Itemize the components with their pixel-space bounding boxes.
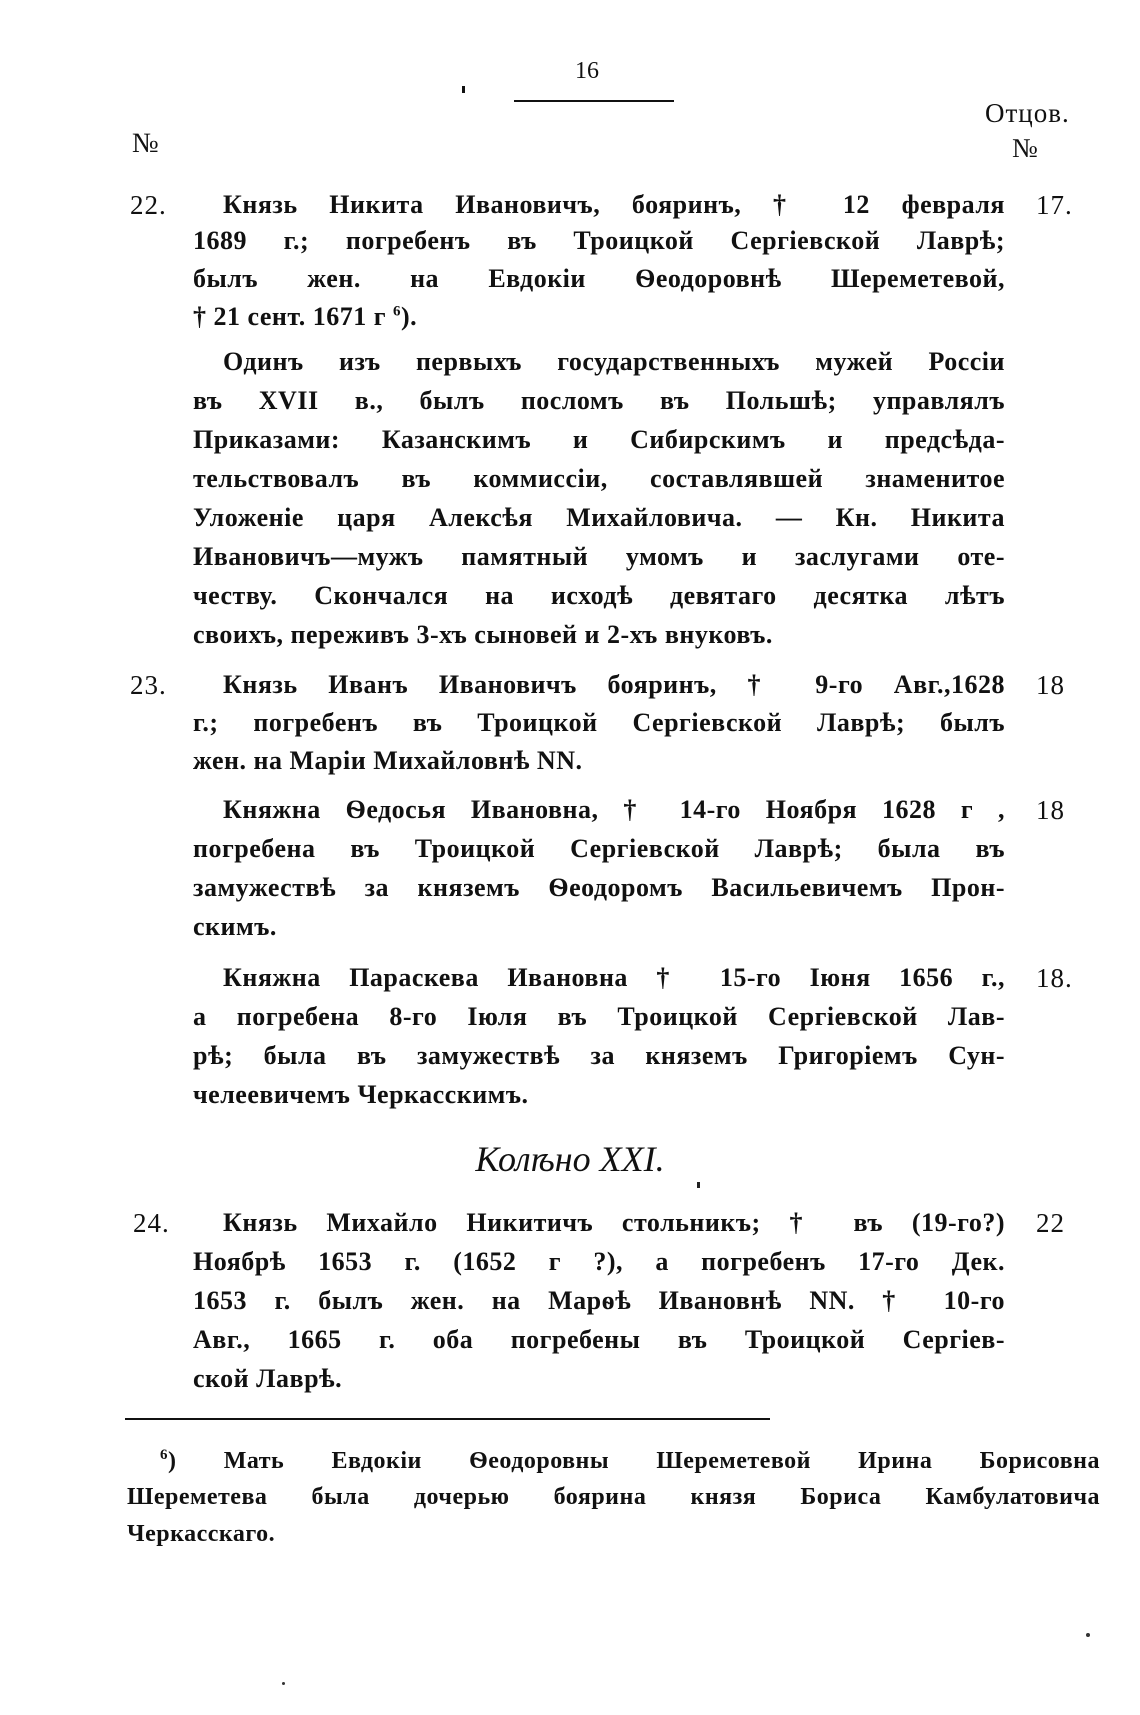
father-ref: 22 — [1036, 1208, 1065, 1238]
entry-line: Княжна Ѳедосья Ивановна, † 14-го Ноября 1628 г , — [223, 795, 1005, 824]
paragraph-line: честву. Скончался на исходѣ девятаго десятка лѣтъ — [193, 581, 1005, 610]
paragraph-line: Ивановичъ—мужъ памятный умомъ и заслугами оте- — [193, 542, 1005, 571]
section-heading: Колѣно XXI. — [475, 1139, 665, 1179]
entry-number: 22. — [130, 190, 167, 220]
entry-line: Авг., 1665 г. оба погребены въ Троицкой Сергіев- — [193, 1325, 1005, 1354]
entry-line: Князь Иванъ Ивановичъ бояринъ, † 9-го Авг.,1628 — [223, 670, 1005, 699]
entry-line: † 21 сент. 1671 г $^6$). — [193, 302, 418, 331]
entry-line: 1653 г. былъ жен. на Марѳѣ Ивановнѣ NN. † 10-го — [193, 1286, 1005, 1315]
entry-line: Княжна Параскева Ивановна † 15-го Іюня 1656 г., — [223, 963, 1005, 992]
entry-line: Князь Никита Ивановичъ, бояринъ, † 12 февраля — [223, 190, 1005, 219]
print-mark — [462, 86, 465, 93]
paragraph-line: тельствовалъ въ коммиссіи, составлявшей знаменитое — [193, 464, 1005, 493]
entry-line: челеевичемъ Черкасскимъ. — [193, 1080, 529, 1109]
entry-line: былъ жен. на Евдокіи Ѳеодоровнѣ Шереметевой, — [193, 264, 1005, 293]
entry-line: а погребена 8-го Іюля въ Троицкой Сергіевской Лав- — [193, 1002, 1005, 1031]
entry-line: рѣ; была въ замужествѣ за княземъ Григоріемъ Сун- — [193, 1041, 1005, 1070]
father-ref: 17. — [1036, 190, 1073, 220]
paragraph-line: Уложеніе царя Алексѣя Михайловича. — Кн. Никита — [193, 503, 1005, 532]
father-ref: 18 — [1036, 670, 1065, 700]
paragraph-line: Приказами: Казанскимъ и Сибирскимъ и предсѣда- — [193, 425, 1005, 454]
paragraph-line: въ XVII в., былъ посломъ въ Польшѣ; управлялъ — [193, 386, 1005, 415]
footnote-ref: 6 — [393, 303, 402, 320]
entry-line: ской Лаврѣ. — [193, 1364, 343, 1393]
entry-number: 24. — [133, 1208, 170, 1238]
entry-line: 1689 г.; погребенъ въ Троицкой Сергіевской Лаврѣ; — [193, 226, 1005, 255]
footnote-rule — [125, 1418, 770, 1420]
entry-line: Князь Михайло Никитичъ стольникъ; † въ (19-го?) — [223, 1208, 1005, 1237]
footnote-line: $^6$) Мать Евдокіи Ѳеодоровны Шереметевой Ирина Борисовна — [160, 1447, 1100, 1474]
page-number: 16 — [575, 58, 599, 84]
father-ref: 18. — [1036, 963, 1073, 993]
entry-line: жен. на Маріи Михайловнѣ NN. — [193, 746, 583, 775]
column-header-fathers-number: № — [1012, 133, 1038, 163]
father-ref: 18 — [1036, 795, 1065, 825]
header-rule — [514, 100, 674, 102]
print-mark — [697, 1182, 700, 1188]
entry-line: погребена въ Троицкой Сергіевской Лаврѣ; была въ — [193, 834, 1005, 863]
entry-line: скимъ. — [193, 912, 277, 941]
paragraph-line: своихъ, переживъ 3-хъ сыновей и 2-хъ внуковъ. — [193, 620, 773, 649]
entry-line: Ноябрѣ 1653 г. (1652 г ?), а погребенъ 17-го Дек. — [193, 1247, 1005, 1276]
print-speck — [1086, 1633, 1090, 1637]
paragraph-line: Одинъ изъ первыхъ государственныхъ мужей Россіи — [223, 347, 1005, 376]
footnote-line: Черкасскаго. — [127, 1521, 276, 1547]
footnote-line: Шереметева была дочерью боярина князя Бориса Камбулатовича — [127, 1484, 1100, 1510]
print-speck — [282, 1682, 285, 1685]
entry-line: замужествѣ за княземъ Ѳеодоромъ Васильевичемъ Прон- — [193, 873, 1005, 902]
footnote-mark: 6 — [160, 1447, 168, 1463]
column-header-number: № — [132, 128, 159, 159]
column-header-fathers: Отцов. — [985, 98, 1070, 128]
entry-line: г.; погребенъ въ Троицкой Сергіевской Лаврѣ; былъ — [193, 708, 1005, 737]
entry-number: 23. — [130, 670, 167, 700]
